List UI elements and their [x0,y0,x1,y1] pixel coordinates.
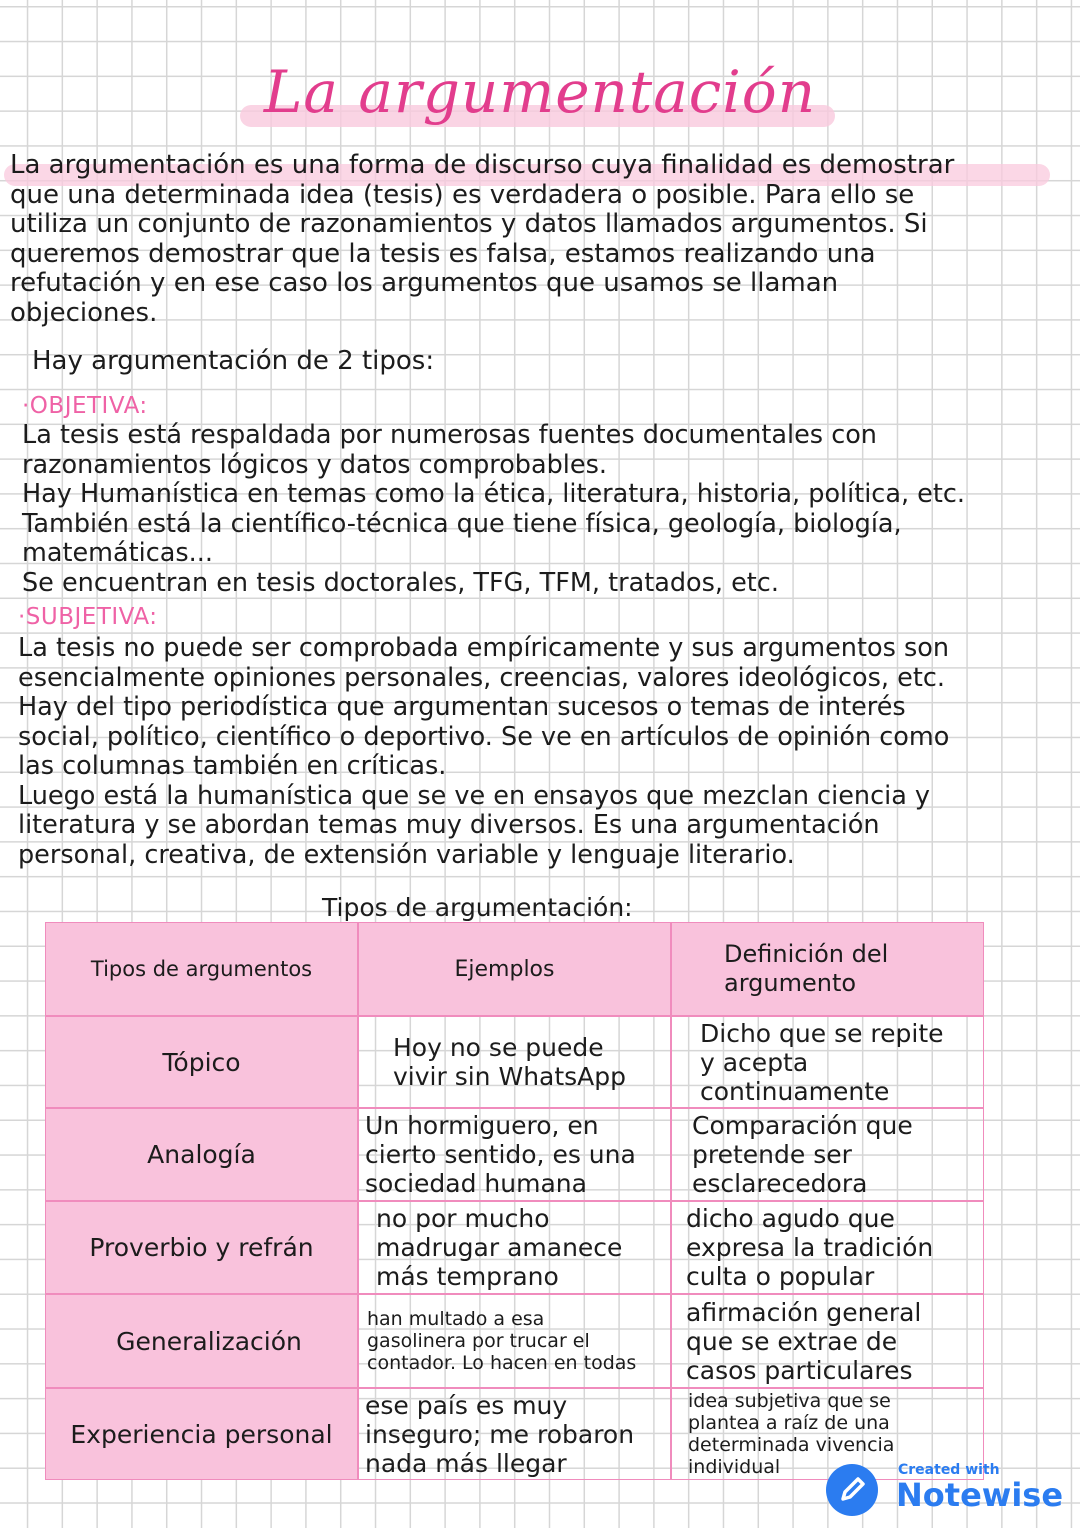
ejemplo-text: Hoy no se puede vivir sin WhatsApp [393,1033,627,1091]
types-intro: Hay argumentación de 2 tipos: [32,346,435,376]
ejemplo-text: Un hormiguero, en cierto sentido, es una sociedad humana [365,1111,636,1198]
notewise-watermark [826,1462,1066,1520]
row-proverbio-definicion [671,1201,984,1294]
watermark-created-with: Created with [898,1462,1000,1478]
arguments-table [45,922,984,1480]
definicion-text: idea subjetiva que se plantea a raíz de una determinada vivencia individual [688,1390,895,1478]
header-tipos-text: Tipos de argumentos [90,957,313,981]
tipo-text: Proverbio y refrán [89,1233,314,1262]
row-generalizacion-definicion [671,1294,984,1388]
page-title: La argumentación [263,58,817,126]
header-definicion-text: Definición del argumento [724,940,889,997]
row-topico-ejemplo [358,1016,671,1108]
row-proverbio-ejemplo [358,1201,671,1294]
row-generalizacion-ejemplo [358,1294,671,1388]
definicion-text: Comparación que pretende ser esclarecedora [692,1111,913,1198]
row-analogia-definicion [671,1108,984,1201]
row-proverbio-tipo [45,1201,358,1294]
definicion-text: dicho agudo que expresa la tradición culta o popular [686,1204,934,1291]
row-topico-tipo [45,1016,358,1108]
objetiva-label: ·OBJETIVA: [22,393,148,419]
tipo-text: Experiencia personal [70,1419,333,1449]
intro-paragraph: La argumentación es una forma de discurso cuya finalidad es demostrar que una determinada idea (tesis) es verdadera o posible. Para ello se utiliza un conjunto de razonamientos y datos llamados argumentos. Si queremos demostrar que la tesis es falsa, estamos realizando una refutación y en ese caso los argumentos que usamos se llaman objeciones. [10,150,955,328]
tipo-text: Generalización [116,1326,302,1356]
tipo-text: Tópico [162,1047,241,1077]
subjetiva-label: ·SUBJETIVA: [18,604,158,630]
header-definicion [671,922,984,1016]
definicion-text: Dicho que se repite y acepta continuamente [700,1018,944,1106]
header-ejemplos-text: Ejemplos [454,956,555,982]
objetiva-body: La tesis está respaldada por numerosas fuentes documentales con razonamientos lógicos y datos comprobables. Hay Humanística en temas como la ética, literatura, historia, política, etc. También está la científico-técnica que tiene física, geología, biología, matemáticas... Se encuentran en tesis doctorales, TFG, TFM, tratados, etc. [22,420,965,598]
table-caption: Tipos de argumentación: [322,893,633,922]
subjetiva-body: La tesis no puede ser comprobada empíricamente y sus argumentos son esencialmente opiniones personales, creencias, valores ideológicos, etc. Hay del tipo periodística que argumentan sucesos o temas de interés social, político, científico o deportivo. Se ve en artículos de opinión como las columnas también en críticas. Luego está la humanística que se ve en ensayos que mezclan ciencia y literatura y se abordan temas muy diversos. Es una argumentación personal, creativa, de extensión variable y lenguaje literario. [18,633,950,870]
row-experiencia-ejemplo [358,1388,671,1480]
row-topico-definicion [671,1016,984,1108]
row-experiencia-tipo [45,1388,358,1480]
ejemplo-text: no por mucho madrugar amanece más temprano [376,1204,623,1291]
definicion-text: afirmación general que se extrae de casos particulares [686,1297,922,1385]
ejemplo-text: ese país es muy inseguro; me robaron nada más llegar [365,1390,635,1478]
pencil-icon [826,1464,878,1516]
row-generalizacion-tipo [45,1294,358,1388]
watermark-brand: Notewise [896,1476,1064,1514]
header-tipos [45,922,358,1016]
ejemplo-text: han multado a esa gasolinera por trucar el contador. Lo hacen en todas [367,1308,637,1374]
row-analogia-tipo [45,1108,358,1201]
tipo-text: Analogía [147,1140,256,1169]
row-analogia-ejemplo [358,1108,671,1201]
header-ejemplos [358,922,671,1016]
